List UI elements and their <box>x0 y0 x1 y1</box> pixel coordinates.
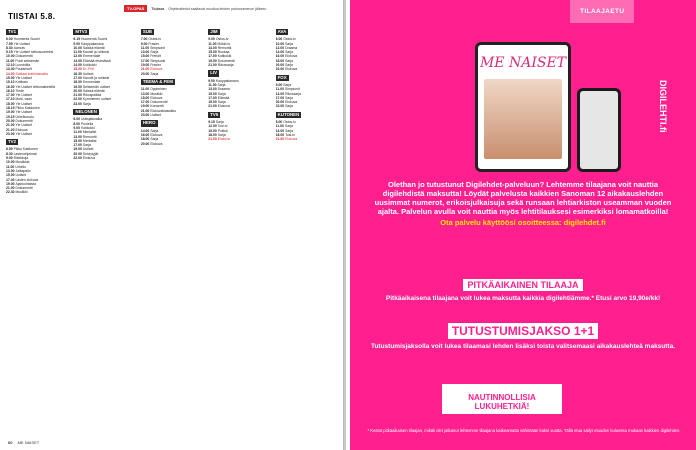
program-title: Kauppakanava <box>81 41 104 46</box>
channel-heading: MTV3 <box>75 29 88 34</box>
program-time: 7.59 <box>6 41 13 46</box>
program-time: 17.00 <box>73 143 82 148</box>
program-time: 15.00 <box>140 95 150 100</box>
program-time: 17.30 <box>6 177 15 182</box>
program-title: Urheiluruutu <box>15 114 34 119</box>
program-time: 11.00 <box>73 50 82 55</box>
program-time: 14.00 <box>140 128 150 133</box>
channel-heading: TV5 <box>210 111 219 117</box>
device-illustration <box>438 22 658 172</box>
program-title: Jalkapallo <box>15 168 31 173</box>
program-title: Moiti, vaan <box>15 97 32 102</box>
program-time: 19.00 <box>73 147 82 152</box>
program-time: 11.00 <box>140 87 150 92</box>
program-time: 10.00 <box>6 54 15 59</box>
program-title: Kotikatu <box>15 80 28 85</box>
program-time: 9.00 <box>73 125 81 130</box>
program-title: Draama <box>217 87 230 92</box>
program-title: Remontti <box>82 134 97 139</box>
program-title: Puutarhurit <box>15 67 33 72</box>
program-title: Elokuva <box>285 137 298 142</box>
program-title: Dokumentti <box>15 118 33 123</box>
program-title: Sarja <box>285 104 294 109</box>
program-title: Sarja <box>150 50 159 55</box>
tv-column <box>141 26 204 434</box>
program-title: Uutiset <box>82 71 94 76</box>
program-title: Sarja <box>285 95 294 100</box>
program-title: Mökki-tv <box>217 41 231 46</box>
program-title: Simpsonit <box>150 58 166 63</box>
program-row <box>73 156 136 160</box>
program-title: Sarja <box>217 91 226 96</box>
program-title: Yle Uutiset <box>15 101 32 106</box>
program-time: 19.00 <box>140 104 150 109</box>
tv-column <box>73 26 136 434</box>
program-time: 18.15 <box>6 106 15 111</box>
program-time: 8.30 <box>6 45 13 50</box>
program-title: Pikku Kakkonen <box>15 106 40 111</box>
tv-column <box>276 26 339 434</box>
program-title: Elokuva <box>82 156 95 161</box>
program-time: 22.00 <box>275 104 285 109</box>
program-time: 12.00 <box>73 54 82 59</box>
program-time: 18.00 <box>275 58 285 63</box>
program-title: Yle Uutiset viittomakielellä <box>15 84 55 89</box>
program-title: Luontoilta <box>15 63 31 68</box>
channel-heading: JIM <box>210 29 218 34</box>
program-title: Frendit <box>150 54 161 59</box>
program-time: 6.15 <box>73 37 81 42</box>
program-title: Sarja <box>82 143 91 148</box>
program-title: Dr. Phil <box>82 67 94 72</box>
notice-tag: TV-OPAS <box>124 5 147 12</box>
program-title: Rikospaikka <box>82 93 102 98</box>
program-row <box>208 63 271 67</box>
channel-heading: SUB <box>142 29 153 34</box>
long-subscriber-heading: PITKÄAIKAINEN TILAAJA <box>463 279 582 291</box>
day-title: TIISTAI 5.8. <box>8 12 56 21</box>
program-title: Aamutv <box>13 45 26 50</box>
program-time: 17.00 <box>6 93 15 98</box>
channel-heading: NELONEN <box>75 109 97 115</box>
program-time: 15.00 <box>6 75 15 80</box>
program-time: 17.00 <box>208 54 217 59</box>
program-time: 18.00 <box>208 132 217 137</box>
program-title: Elämää etsimässä <box>82 58 111 63</box>
program-time: 11.00 <box>6 58 15 63</box>
program-time: 8.00 <box>275 37 283 42</box>
program-title: Huomenta Suomi <box>81 37 108 42</box>
program-title: Elokuva <box>150 95 163 100</box>
program-title: Yle Uutiset <box>15 123 32 128</box>
program-time: 21.00 <box>208 137 217 142</box>
program-title: Draama <box>285 45 298 50</box>
program-title: Kotikokki <box>82 63 97 68</box>
program-title: Mentalist <box>82 138 97 143</box>
program-title: Konsertti <box>150 104 164 109</box>
program-time: 14.00 <box>6 71 15 76</box>
program-title: Dokumentti <box>15 186 33 191</box>
program-title: Yle Uutiset <box>15 110 32 115</box>
trial-text: Tutustumisjaksolla voit lukea tilaamasi lehden lisäksi toista valitsemaasi aikakauslehteä maksutta. <box>370 343 676 350</box>
program-time: 18.00 <box>6 101 15 106</box>
program-time: 14.00 <box>73 63 82 68</box>
program-time: 23.00 <box>6 131 15 136</box>
ad-intro <box>368 180 678 227</box>
program-time: 11.00 <box>275 87 284 92</box>
tv-column <box>6 26 69 434</box>
program-time: 8.00 <box>73 121 81 126</box>
program-time: 18.00 <box>275 132 285 137</box>
program-title: Uutiset <box>150 113 161 118</box>
program-time: 17.00 <box>208 95 217 100</box>
channel-heading: TEEMA & FEM <box>142 78 173 84</box>
program-title: Emmerdale <box>82 80 101 85</box>
program-time: 11.00 <box>6 164 15 169</box>
program-title: Rikossarja <box>217 63 234 68</box>
program-title: Rikossarja <box>285 91 301 96</box>
program-time: 17.00 <box>140 100 150 105</box>
program-time: 16.10 <box>6 88 15 93</box>
program-time: 9.15 <box>208 120 215 125</box>
program-title: Ostos-tv <box>283 37 296 42</box>
program-time: 11.00 <box>208 41 217 46</box>
notice-text: Ohjelmatiedot saattavat muuttua lehden painoonmenon jälkeen. <box>168 6 268 11</box>
long-subscriber-text: Pitkäaikaisena tilaajana voit lukea maksutta kaikkia digilehtiämme.* Etusi arvo 19,90e/kk! <box>385 295 661 302</box>
channel-heading: HERO <box>142 120 156 126</box>
program-title: Sarja <box>217 82 226 87</box>
program-title: Yle Uutiset <box>13 41 31 46</box>
program-title: Sarja <box>283 82 292 87</box>
program-time: 22.00 <box>73 156 82 161</box>
program-time: 14.00 <box>275 91 285 96</box>
program-title: Ruokaa <box>217 50 230 55</box>
program-time: 9.00 <box>6 156 13 161</box>
program-title: Salatut elämät <box>82 88 105 93</box>
program-time: 20.00 <box>140 141 150 146</box>
program-time: 22.00 <box>73 97 82 102</box>
tv-guide-page <box>0 0 344 450</box>
program-title: Sarja <box>217 132 226 137</box>
program-time: 17.00 <box>275 95 285 100</box>
program-time: 19.15 <box>6 114 15 119</box>
channel-heading: TV2 <box>8 139 17 145</box>
program-time: 22.30 <box>6 190 15 195</box>
program-title: Kauppakanava <box>215 78 239 83</box>
program-time: 23.00 <box>73 101 82 106</box>
program-title: Dokumentti <box>15 54 33 59</box>
ad-link[interactable]: Ota palvelu käyttöösi osoitteessa: digilehdet.fi <box>440 218 606 227</box>
channel-heading: AVA <box>277 29 287 34</box>
program-time: 15.00 <box>208 91 217 96</box>
program-time: 15.20 <box>73 67 82 72</box>
program-title: Simpsonit <box>150 45 166 50</box>
program-time: 19.00 <box>73 84 82 89</box>
program-title: Salatut elämät <box>82 45 105 50</box>
channel-heading: TV1 <box>8 29 17 34</box>
program-title: Seitsemän uutiset <box>82 84 110 89</box>
program-time: 12.00 <box>208 124 217 129</box>
program-time: 21.00 <box>140 67 150 72</box>
program-title: Kauniit ja rohkeat <box>82 50 109 55</box>
program-title: Sarja <box>215 120 224 125</box>
program-time: 18.00 <box>73 80 82 85</box>
program-time: 19.00 <box>208 100 217 105</box>
program-time: 9.00 <box>140 41 148 46</box>
program-title: Ajankohtaista <box>15 181 36 186</box>
program-time: 21.00 <box>275 137 285 142</box>
notice-label: Tiukasa <box>151 6 165 11</box>
program-time: 11.00 <box>73 130 82 135</box>
program-title: Elokuva <box>285 100 298 105</box>
program-title: Uutisjatkoaika <box>81 117 103 122</box>
program-title: Tiede <box>15 88 24 93</box>
program-title: Elokuva <box>285 67 298 72</box>
program-title: Elokuva <box>15 127 28 132</box>
program-title: Poliisit <box>217 128 228 133</box>
program-time: 19.00 <box>6 110 15 115</box>
program-time: 17.10 <box>6 97 15 102</box>
program-time: 17.00 <box>140 58 150 63</box>
program-time: 22.00 <box>275 67 285 72</box>
program-title: Urheilu <box>15 164 27 169</box>
program-time: 9.00 <box>208 78 215 83</box>
program-title: Puoli seitsemän <box>15 58 40 63</box>
program-row <box>276 104 339 108</box>
program-title: Elokuva <box>217 137 230 142</box>
program-row <box>141 72 204 76</box>
program-title: Sarja <box>150 71 159 76</box>
program-time: 13.00 <box>6 168 15 173</box>
program-time: 14.00 <box>275 50 285 55</box>
trial-block <box>368 322 678 351</box>
program-title: Sarja <box>285 63 294 68</box>
page-number: 60 <box>8 440 13 445</box>
program-time: 9.00 <box>73 41 81 46</box>
program-title: Puolella <box>81 121 94 126</box>
program-title: Elämää <box>217 95 230 100</box>
program-row <box>208 104 271 108</box>
program-time: 21.00 <box>208 63 217 68</box>
program-title: Elokuvaklassikko <box>150 108 177 113</box>
tablet-brand: ME NAISET <box>479 55 567 71</box>
program-title: Simpsonit <box>284 87 300 92</box>
program-title: Emmerdale <box>82 54 101 59</box>
program-time: 8.30 <box>6 151 13 156</box>
program-row <box>73 102 136 106</box>
program-time: 15.00 <box>208 50 217 55</box>
program-title: Musiikki <box>15 190 28 195</box>
program-time: 21.00 <box>6 186 15 191</box>
program-row <box>276 137 339 141</box>
program-time: 21.00 <box>140 108 150 113</box>
program-title: Tosi-tv <box>285 132 295 137</box>
program-title: Oppiminen <box>150 87 167 92</box>
program-title: Dokumentti <box>217 58 235 63</box>
program-time: 21.20 <box>6 127 15 132</box>
program-time: 6.00 <box>73 117 81 122</box>
program-time: 13.30 <box>6 67 15 72</box>
ad-intro-text: Olethan jo tutustunut Digilehdet-palveluun? Lehtemme tilaajana voit nauttia digilehdistä maksutta! Löydät palvelusta kaikkien Sanoman 12 aikakauslehden uusimmat numerot, erikoisjulkaisuja sekä runsaan lehtiarkiston useamman vuoden ajalta. Palvelun avulla voit nauttia myös lehtitilauksesi esimerkiksi lomamatkoilla! <box>374 180 672 216</box>
channel-heading: LIV <box>210 70 218 76</box>
program-time: 16.30 <box>73 71 82 76</box>
program-title: Musiikkia <box>15 160 30 165</box>
subscriber-ad <box>350 0 696 450</box>
program-title: Tosi-tv <box>217 124 228 129</box>
channel-heading: FOX <box>277 74 287 80</box>
program-time: 21.00 <box>208 104 217 109</box>
channel-heading: KUTONEN <box>277 111 300 117</box>
tablet-image <box>475 42 571 172</box>
program-row <box>276 67 339 71</box>
page-footer <box>8 440 39 445</box>
program-title: Frasier <box>148 41 159 46</box>
program-title: Sarja <box>284 124 293 129</box>
program-title: Yle Uutiset <box>15 93 32 98</box>
program-title: Remontti <box>217 45 232 50</box>
program-time: 20.00 <box>275 63 285 68</box>
program-title: Elokuva <box>150 132 163 137</box>
program-title: Sarja <box>217 100 226 105</box>
program-time: 16.00 <box>140 132 150 137</box>
program-time: 10.00 <box>275 41 285 46</box>
program-time: 13.00 <box>140 91 150 96</box>
program-time: 15.00 <box>6 173 15 178</box>
cover-photo <box>484 79 562 159</box>
fine-print: * Kestot pitkäaikaisen tilaajan, mikäli olet jatkanut lehtemme tilaajana katkeamatta vähintään kaksi vuotta. Tällä etua säilyt etuuden kuluessa mukaan kaikkien digilehtien. <box>367 428 681 433</box>
tv-columns <box>6 26 339 434</box>
program-title: Elokuva <box>217 104 230 109</box>
program-title: Yle Uutiset <box>15 131 32 136</box>
program-time: 10.00 <box>73 45 82 50</box>
program-title: Lasten elokuva <box>15 177 39 182</box>
ad-tag: TILAAJAETU <box>570 0 634 23</box>
program-time: 14.00 <box>275 128 285 133</box>
program-row <box>141 113 204 117</box>
program-time: 7.00 <box>140 37 148 42</box>
program-title: Ristikkoja <box>13 156 29 161</box>
program-title: Dokumentti <box>150 100 168 105</box>
program-time: 20.00 <box>73 88 82 93</box>
program-title: Elokuva <box>285 54 298 59</box>
phone-screen <box>580 91 618 169</box>
program-title: Sarja <box>285 41 294 46</box>
program-title: Yle Uutiset selkosuomeksi <box>13 50 54 55</box>
tv-column <box>208 26 271 434</box>
program-time: 12.10 <box>6 63 15 68</box>
program-time: 8.00 <box>275 120 283 125</box>
program-time: 20.00 <box>275 100 285 105</box>
program-time: 21.00 <box>73 93 82 98</box>
program-title: Uutiset <box>15 173 27 178</box>
program-row <box>6 132 69 136</box>
program-title: Ostos-tv <box>283 120 296 125</box>
program-time: 12.00 <box>275 45 285 50</box>
program-time: 13.00 <box>73 134 82 139</box>
program-title: Kymmenen uutiset <box>82 97 111 102</box>
program-time: 6.00 <box>6 37 13 42</box>
program-time: 9.00 <box>208 37 215 42</box>
program-time: 9.00 <box>275 82 283 87</box>
phone-image <box>577 88 621 172</box>
program-title: Selviytyjät <box>82 151 99 156</box>
program-time: 11.00 <box>275 124 284 129</box>
side-label: DIGILEHTI.fi <box>658 80 668 133</box>
program-row <box>6 190 69 194</box>
program-time: 19.00 <box>140 63 150 68</box>
program-title: Ostos-tv <box>215 37 229 42</box>
program-title: Yle Uutiset <box>15 75 32 80</box>
program-title: Sarja <box>285 50 294 55</box>
program-row <box>141 142 204 146</box>
program-time: 17.00 <box>73 75 82 80</box>
program-time: 16.00 <box>6 84 15 89</box>
program-title: Huomenta Suomi <box>13 37 40 42</box>
program-title: Kotikokki <box>81 125 95 130</box>
program-title: Sarja <box>82 101 91 106</box>
program-time: 19.00 <box>208 58 217 63</box>
program-time: 21.00 <box>6 123 15 128</box>
program-time: 15.00 <box>73 138 82 143</box>
program-title: Lastenohjelmat <box>13 151 37 156</box>
program-title: Sarja <box>285 58 294 63</box>
reading-moments-button[interactable]: NAUTINNOLLISIA LUKUHETKIÄ! <box>442 384 562 414</box>
trial-heading: TUTUSTUMISJAKSO 1+1 <box>448 323 598 339</box>
program-time: 11.00 <box>140 45 150 50</box>
program-title: Sarja <box>285 128 294 133</box>
long-subscriber-block <box>368 275 678 303</box>
program-time: 15.00 <box>140 54 150 59</box>
program-title: Ostos-tv <box>148 37 162 42</box>
program-title: Kotikokki <box>217 54 232 59</box>
program-title: Kauniit ja rohkeat <box>82 75 110 80</box>
program-time: 6.50 <box>6 147 13 152</box>
program-title: Elokuva <box>150 67 163 72</box>
program-time: 16.00 <box>275 54 285 59</box>
program-time: 9.15 <box>6 50 13 55</box>
program-time: 23.00 <box>140 71 150 76</box>
program-time: 18.00 <box>140 137 150 142</box>
program-title: Sotilaat kotirintamalla <box>15 71 48 76</box>
magazine-name: ME NAISET <box>17 440 40 445</box>
notice-bar <box>124 4 338 13</box>
program-title: Pikku Kakkonen <box>13 147 38 152</box>
program-time: 19.00 <box>6 181 15 186</box>
program-time: 13.00 <box>208 45 217 50</box>
program-time: 20.00 <box>6 118 15 123</box>
program-title: Sarja <box>150 128 159 133</box>
program-time: 23.00 <box>140 113 150 118</box>
program-time: 10.00 <box>6 160 15 165</box>
program-time: 13.00 <box>208 87 217 92</box>
program-time: 20.00 <box>73 151 82 156</box>
program-title: Frasier <box>150 63 161 68</box>
program-time: 15.10 <box>6 80 15 85</box>
program-time: 11.00 <box>208 82 217 87</box>
program-time: 13.00 <box>140 50 150 55</box>
program-title: Sarja <box>150 137 159 142</box>
program-title: Musiikki <box>150 91 163 96</box>
program-title: Elokuva <box>150 141 163 146</box>
program-row <box>208 137 271 141</box>
program-time: 15.00 <box>208 128 217 133</box>
program-title: Mentalist <box>82 130 97 135</box>
program-title: Uutiset <box>82 147 94 152</box>
program-time: 13.00 <box>73 58 82 63</box>
